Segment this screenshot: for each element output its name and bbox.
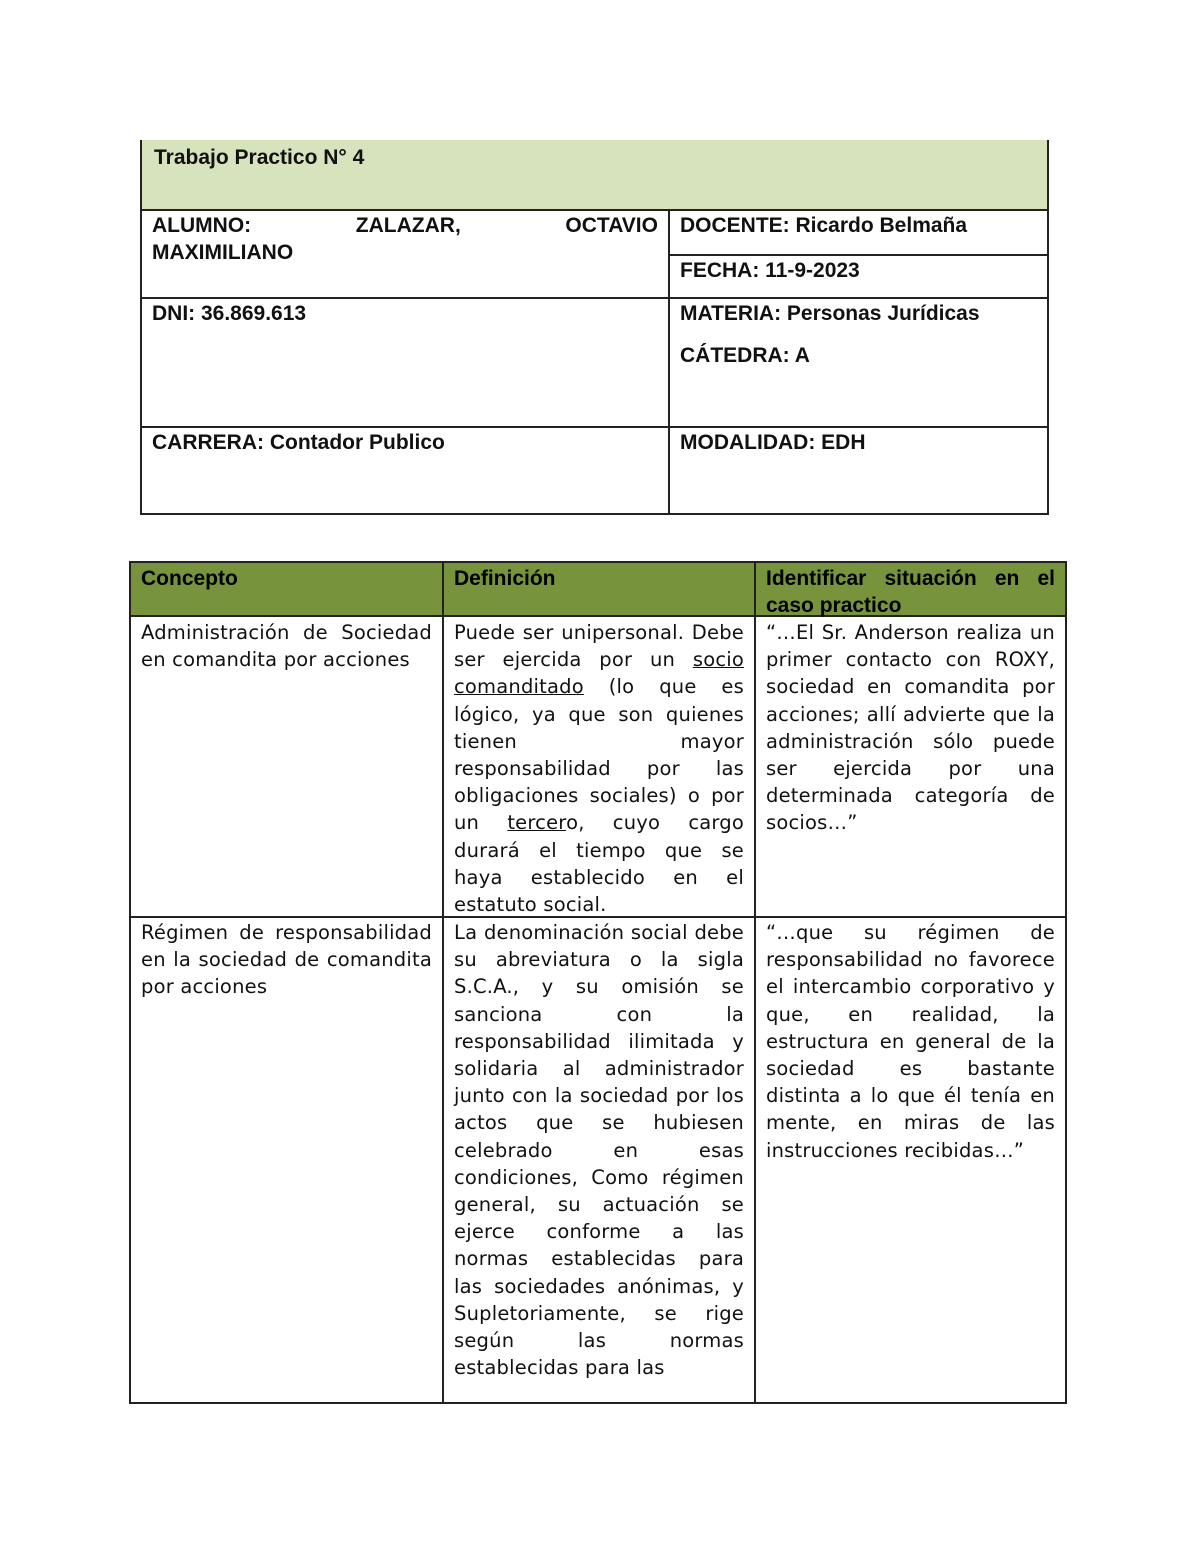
row2-concepto: Régimen de responsabilidad en la sociedad de comandita por acciones [141,921,432,999]
docente-cell [668,209,1049,256]
row1-def-underlined-1: socio comanditado [454,648,744,699]
col-header-caso: Identificar situación en el caso practico [766,567,1055,618]
row1-definicion [444,619,754,918]
row1-def-part-c: o, cuyo cargo durará el tiempo que se haya establecido en el estatuto social. [454,811,744,917]
carrera-cell [140,426,670,515]
row1-caso: “…El Sr. Anderson realiza un primer contacto con ROXY, sociedad en comandita por acciones; allí advierte que la administración sólo puede ser ejercida por una determinada categoría de socios…” [766,621,1055,835]
alumno-firstname: OCTAVIO [565,214,658,237]
fecha-text: FECHA: 11-9-2023 [680,259,860,282]
materia-cell [668,297,1049,428]
row1-def-underlined-2: tercer [507,811,567,835]
alumno-middlename: MAXIMILIANO [152,241,294,264]
row1-def-part-b: (lo que es lógico, ya que son quienes tienen mayor responsabilidad por las obligaciones sociales) o por un [454,675,744,835]
alumno-cell [140,209,670,299]
header-table [140,140,1049,515]
dni-cell [140,297,670,428]
col-header-definicion: Definición [454,567,556,590]
title-cell [140,140,1049,211]
row1-def-part-a: Puede ser unipersonal. Debe ser ejercida por un [454,621,744,672]
row2-definicion: La denominación social debe su abreviatura o la sigla S.C.A., y su omisión se sanciona con la responsabilidad ilimitada y solidaria al administrador junto con la sociedad por los actos que se hubiesen celebrado en esas condiciones, Como régimen general, su actuación se ejerce conforme a las normas establecidas para las sociedades anónimas, y Supletoriamente, se rige según las normas establecidas para las [454,921,744,1380]
row1-concepto: Administración de Sociedad en comandita por acciones [141,621,432,672]
docente-text: DOCENTE: Ricardo Belmaña [680,214,968,237]
page-title: Trabajo Practico N° 4 [154,146,365,169]
carrera-text: CARRERA: Contador Publico [152,431,445,454]
alumno-label: ALUMNO: [152,214,252,237]
col-header-concepto: Concepto [141,567,238,590]
modalidad-text: MODALIDAD: EDH [680,431,866,454]
materia-text: MATERIA: Personas Jurídicas [680,302,980,325]
dni-text: DNI: 36.869.613 [152,302,307,325]
fecha-cell [668,254,1049,299]
catedra-text: CÁTEDRA: A [680,344,810,367]
alumno-surname: ZALAZAR, [355,214,461,237]
concept-table [129,561,1067,1404]
row2-caso: “…que su régimen de responsabilidad no favorece el intercambio corporativo y que, en realidad, la estructura en general de la sociedad es bastante distinta a lo que él tenía en mente, en miras de las instrucciones recibidas…” [766,921,1055,1162]
modalidad-cell [668,426,1049,515]
